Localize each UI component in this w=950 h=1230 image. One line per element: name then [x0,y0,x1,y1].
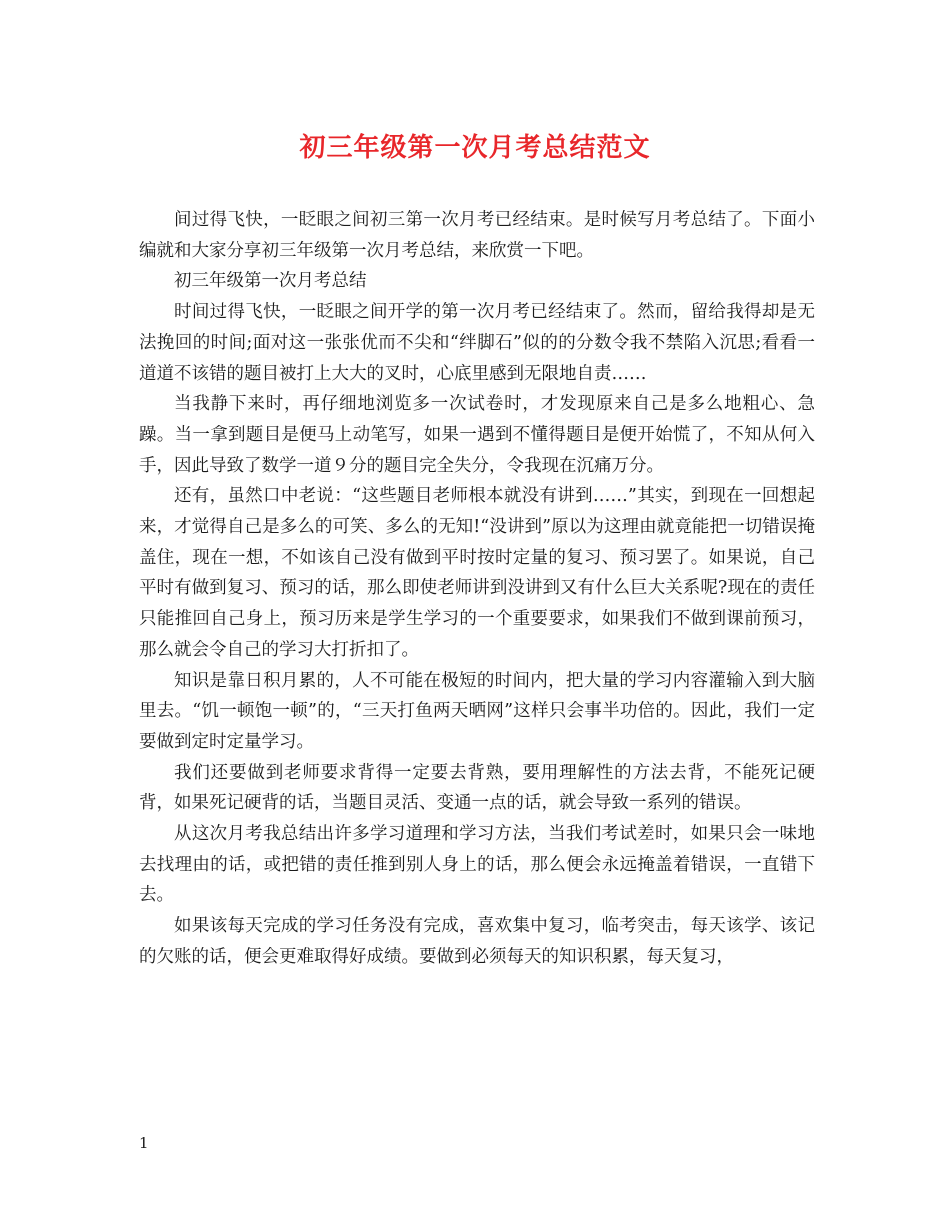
document-title: 初三年级第一次月考总结范文 [299,133,651,163]
paragraph: 知识是靠日积月累的，人不可能在极短的时间内，把大量的学习内容灌输入到大脑里去。“饥一顿饱一顿”的，“三天打鱼两天晒网”这样只会事半功倍的。因此，我们一定要做到定时定量学习。 [139,670,815,752]
paragraph: 从这次月考我总结出许多学习道理和学习方法，当我们考试差时，如果只会一味地去找理由的话，或把错的责任推到别人身上的话，那么便会永远掩盖着错误，一直错下去。 [139,824,815,906]
document-body [139,205,815,973]
paragraph: 还有，虽然口中老说：“这些题目老师根本就没有讲到……”其实，到现在一回想起来，才觉得自己是多么的可笑、多么的无知!“没讲到”原以为这理由就竟能把一切错误掩盖住，现在一想，不如该自己没有做到平时按时定量的复习、预习罢了。如果说，自己平时有做到复习、预习的话，那么即使老师讲到没讲到又有什么巨大关系呢?现在的责任只能推回自己身上，预习历来是学生学习的一个重要要求，如果我们不做到课前预习，那么就会令自己的学习大打折扣了。 [139,486,815,660]
paragraph: 时间过得飞快，一眨眼之间开学的第一次月考已经结束了。然而，留给我得却是无法挽回的时间;面对这一张张优而不尖和“绊脚石”似的的分数令我不禁陷入沉思;看看一道道不该错的题目被打上大大的叉时，心底里感到无限地自责…… [139,302,815,384]
paragraph-subheading: 初三年级第一次月考总结 [174,271,367,292]
paragraph: 我们还要做到老师要求背得一定要去背熟，要用理解性的方法去背，不能死记硬背，如果死记硬背的话，当题目灵活、变通一点的话，就会导致一系列的错误。 [139,762,815,814]
paragraph: 当我静下来时，再仔细地浏览多一次试卷时，才发现原来自己是多么地粗心、急躁。当一拿到题目是便马上动笔写，如果一遇到不懂得题目是便开始慌了，不知从何入手，因此导致了数学一道９分的题目完全失分，令我现在沉痛万分。 [139,394,815,476]
paragraph: 如果该每天完成的学习任务没有完成，喜欢集中复习，临考突击，每天该学、该记的欠账的话，便会更难取得好成绩。要做到必须每天的知识积累，每天复习， [139,916,815,967]
page-number: 1 [139,1134,149,1152]
paragraph-intro: 间过得飞快，一眨眼之间初三第一次月考已经结束。是时候写月考总结了。下面小编就和大家分享初三年级第一次月考总结，来欣赏一下吧。 [139,210,815,261]
